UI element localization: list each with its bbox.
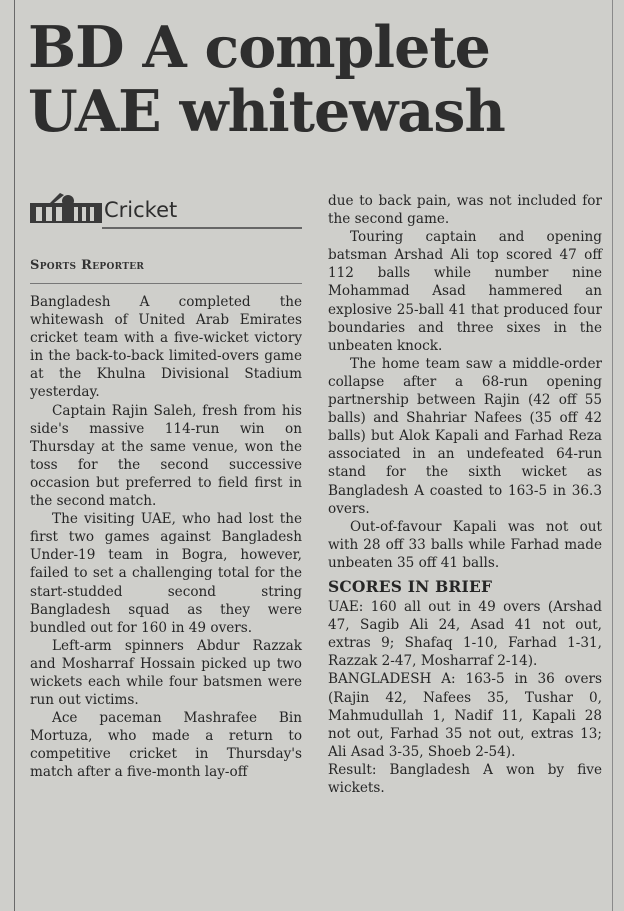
paragraph: Out-of-favour Kapali was not out with 28 off 33 balls while Farhad made unbeaten 35 off 41 balls. [328, 518, 602, 571]
article-column-left [30, 293, 302, 782]
byline: Sports Reporter [30, 258, 145, 273]
column-rule-left [14, 0, 15, 911]
paragraph: The visiting UAE, who had lost the first two games against Bangladesh Under-19 team in Bogra, however, failed to set a challenging total for the start-studded second string Bangladesh squad as they were bundled out for 160 in 49 overs. [30, 511, 302, 636]
scores-box [328, 578, 602, 797]
byline-rule [30, 283, 302, 284]
section-tag [30, 190, 302, 234]
headline-line-2: UAE whitewash [28, 78, 505, 145]
scores-bangladesh: BANGLADESH A: 163-5 in 36 overs (Rajin 42, Nafees 35, Tushar 0, Mahmudullah 1, Nadif 11, Kapali 28 not out, Farhad 35 not out, extras 13; Ali Asad 3-35, Shoeb 2-54). [328, 671, 602, 760]
paragraph: Ace paceman Mashrafee Bin Mortuza, who made a return to competitive cricket in Thursday's match after a five-month lay-off [30, 710, 302, 781]
scores-uae: UAE: 160 all out in 49 overs (Arshad 47, Sagib Ali 24, Asad 41 not out, extras 9; Shafaq 1-10, Farhad 1-31, Razzak 2-47, Mosharraf 2-14). [328, 599, 602, 670]
section-rule [102, 227, 302, 229]
paragraph: Left-arm spinners Abdur Razzak and Mosharraf Hossain picked up two wickets each while four batsmen were run out victims. [30, 637, 302, 709]
headline [28, 16, 618, 144]
scores-result: Result: Bangladesh A won by five wickets. [328, 761, 602, 796]
cricket-logo-icon [30, 193, 102, 223]
paragraph: Captain Rajin Saleh, fresh from his side's massive 114-run win on Thursday at the same venue, won the toss for the second successive occasion but preferred to field first in the second match. [30, 402, 302, 510]
section-label: Cricket [104, 198, 178, 222]
scores-heading: SCORES IN BRIEF [328, 576, 493, 596]
paragraph: Touring captain and opening batsman Arshad Ali top scored 47 off 112 balls while number nine Mohammad Asad hammered an explosive 25-ball 41 that produced four boundaries and three sixes in the unbeaten knock. [328, 229, 602, 354]
article-column-right [328, 192, 602, 797]
paragraph: The home team saw a middle-order collapse after a 68-run opening partnership between Rajin (42 off 55 balls) and Shahriar Nafees (35 off 42 balls) but Alok Kapali and Farhad Reza associated in an undefeated 64-run stand for the sixth wicket as Bangladesh A coasted to 163-5 in 36.3 overs. [328, 355, 602, 517]
headline-line-1: BD A complete [28, 14, 490, 81]
paragraph: Bangladesh A completed the whitewash of United Arab Emirates cricket team with a five-wicket victory in the back-to-back limited-overs game at the Khulna Divisional Stadium yesterday. [30, 294, 302, 401]
paragraph: due to back pain, was not included for the second game. [328, 193, 602, 228]
